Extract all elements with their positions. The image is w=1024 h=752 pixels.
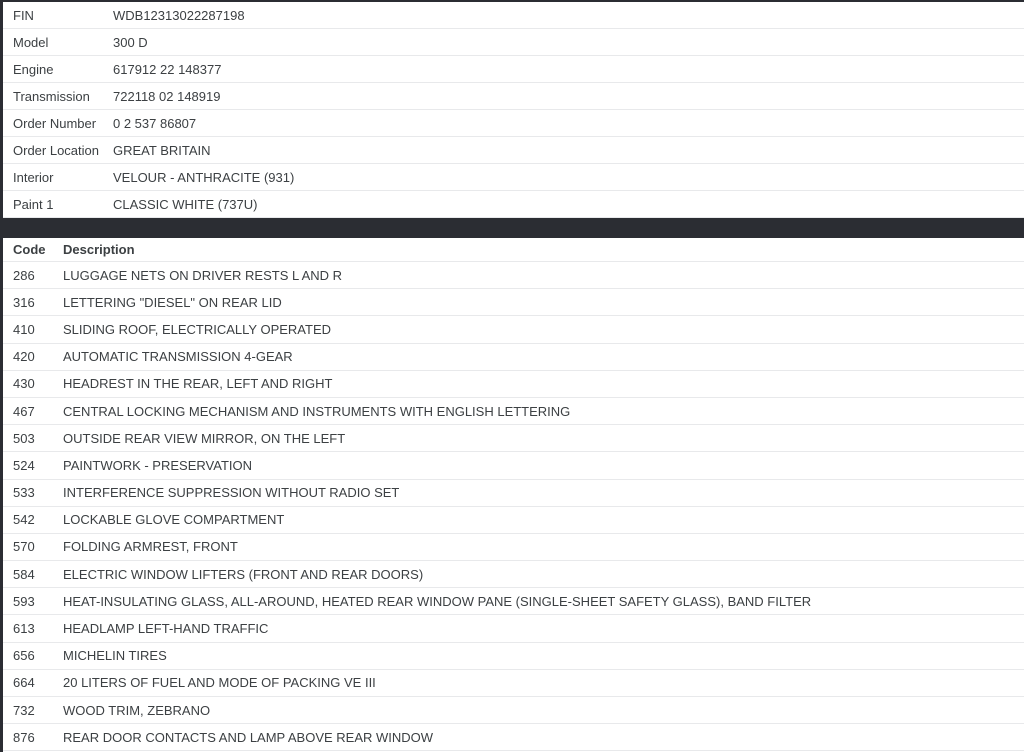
option-code: 467 xyxy=(13,403,35,419)
vehicle-info-row xyxy=(3,2,1024,29)
option-row xyxy=(3,561,1024,588)
option-code: 584 xyxy=(13,566,35,582)
option-row xyxy=(3,588,1024,615)
option-row xyxy=(3,452,1024,479)
option-description: HEADLAMP LEFT-HAND TRAFFIC xyxy=(63,621,269,637)
info-label: Order Number xyxy=(13,115,97,131)
option-code: 533 xyxy=(13,485,35,501)
info-label: Transmission xyxy=(13,88,90,104)
option-code: 503 xyxy=(13,430,35,446)
section-divider-band xyxy=(3,218,1024,238)
option-row xyxy=(3,643,1024,670)
info-value: 617912 22 148377 xyxy=(113,61,222,77)
options-table-header xyxy=(3,238,1024,262)
vehicle-info-table xyxy=(3,2,1024,218)
option-code: 542 xyxy=(13,512,35,528)
info-label: Paint 1 xyxy=(13,196,54,212)
option-code: 593 xyxy=(13,593,35,609)
option-row xyxy=(3,289,1024,316)
vehicle-info-row xyxy=(3,56,1024,83)
option-row xyxy=(3,534,1024,561)
option-code: 732 xyxy=(13,702,35,718)
option-description: LETTERING "DIESEL" ON REAR LID xyxy=(63,294,282,310)
option-row xyxy=(3,724,1024,751)
option-code: 876 xyxy=(13,729,35,745)
option-code: 656 xyxy=(13,648,35,664)
info-value: CLASSIC WHITE (737U) xyxy=(113,196,258,212)
option-code: 420 xyxy=(13,349,35,365)
option-description: AUTOMATIC TRANSMISSION 4-GEAR xyxy=(63,349,293,365)
info-value: GREAT BRITAIN xyxy=(113,142,211,158)
option-row xyxy=(3,615,1024,642)
info-value: 300 D xyxy=(113,34,148,50)
option-description: REAR DOOR CONTACTS AND LAMP ABOVE REAR WINDOW xyxy=(63,729,434,745)
option-description: LUGGAGE NETS ON DRIVER RESTS L AND R xyxy=(63,267,343,283)
option-description: LOCKABLE GLOVE COMPARTMENT xyxy=(63,512,285,528)
option-description: HEAT-INSULATING GLASS, ALL-AROUND, HEATED REAR WINDOW PANE (SINGLE-SHEET SAFETY GLASS), BAND FILTER xyxy=(63,593,812,609)
info-value: 0 2 537 86807 xyxy=(113,115,197,131)
option-row xyxy=(3,262,1024,289)
option-row xyxy=(3,398,1024,425)
vehicle-info-row xyxy=(3,137,1024,164)
vehicle-info-row xyxy=(3,29,1024,56)
option-description: INTERFERENCE SUPPRESSION WITHOUT RADIO SET xyxy=(63,485,400,501)
option-description: WOOD TRIM, ZEBRANO xyxy=(63,702,211,718)
option-description: HEADREST IN THE REAR, LEFT AND RIGHT xyxy=(63,376,333,392)
options-table xyxy=(3,238,1024,751)
option-description: ELECTRIC WINDOW LIFTERS (FRONT AND REAR DOORS) xyxy=(63,566,424,582)
vehicle-info-row xyxy=(3,164,1024,191)
option-code: 524 xyxy=(13,457,35,473)
option-description: PAINTWORK - PRESERVATION xyxy=(63,457,253,473)
info-value: WDB12313022287198 xyxy=(113,7,245,23)
option-code: 664 xyxy=(13,675,35,691)
option-row xyxy=(3,425,1024,452)
option-code: 316 xyxy=(13,294,35,310)
option-code: 613 xyxy=(13,621,35,637)
option-row xyxy=(3,316,1024,343)
option-code: 410 xyxy=(13,321,35,337)
option-description: MICHELIN TIRES xyxy=(63,648,167,664)
vehicle-info-row xyxy=(3,83,1024,110)
option-row xyxy=(3,344,1024,371)
code-column-header: Code xyxy=(13,242,46,257)
option-description: SLIDING ROOF, ELECTRICALLY OPERATED xyxy=(63,321,332,337)
option-row xyxy=(3,507,1024,534)
option-code: 430 xyxy=(13,376,35,392)
option-description: CENTRAL LOCKING MECHANISM AND INSTRUMENTS WITH ENGLISH LETTERING xyxy=(63,403,571,419)
option-row xyxy=(3,697,1024,724)
info-label: Model xyxy=(13,34,49,50)
option-description: OUTSIDE REAR VIEW MIRROR, ON THE LEFT xyxy=(63,430,346,446)
info-label: Order Location xyxy=(13,142,99,158)
info-label: Engine xyxy=(13,61,54,77)
option-row xyxy=(3,480,1024,507)
description-column-header: Description xyxy=(63,242,135,257)
option-code: 286 xyxy=(13,267,35,283)
option-code: 570 xyxy=(13,539,35,555)
info-label: FIN xyxy=(13,7,34,23)
info-value: 722118 02 148919 xyxy=(113,88,221,104)
vehicle-info-row xyxy=(3,110,1024,137)
option-description: 20 LITERS OF FUEL AND MODE OF PACKING VE III xyxy=(63,675,376,691)
info-label: Interior xyxy=(13,169,54,185)
info-value: VELOUR - ANTHRACITE (931) xyxy=(113,169,295,185)
option-row xyxy=(3,371,1024,398)
option-description: FOLDING ARMREST, FRONT xyxy=(63,539,238,555)
vehicle-info-row xyxy=(3,191,1024,218)
option-row xyxy=(3,670,1024,697)
